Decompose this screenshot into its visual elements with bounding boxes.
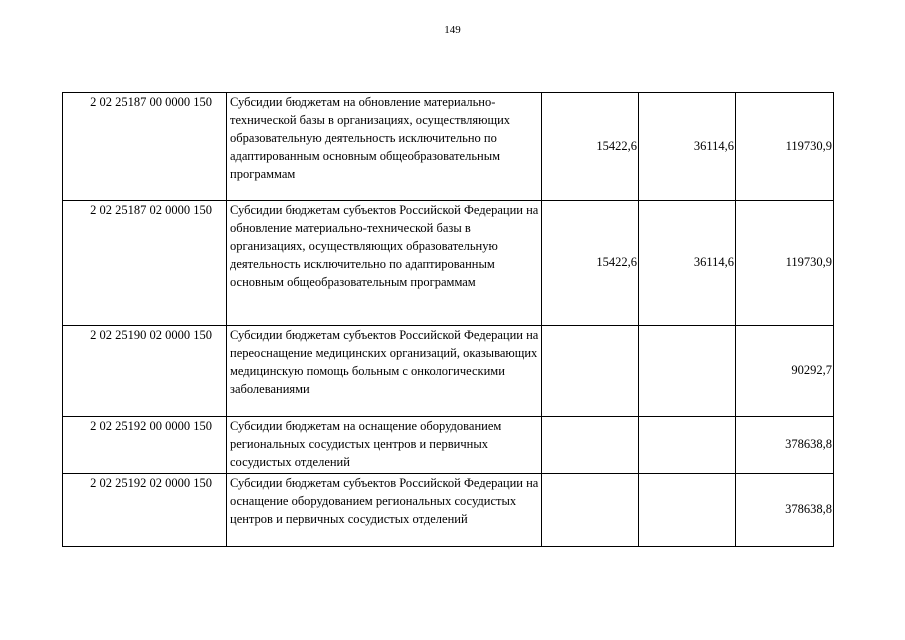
budget-code: 2 02 25187 00 0000 150	[63, 93, 227, 201]
value-cell-2: 36114,6	[639, 93, 736, 201]
value-cell-1	[542, 326, 639, 417]
budget-table	[62, 92, 834, 547]
table-row	[63, 201, 834, 326]
value-cell-3: 119730,9	[736, 201, 834, 326]
item-name: Субсидии бюджетам субъектов Российской Федерации на переоснащение медицинских организаций, оказывающих медицинскую помощь больным с онкологическими заболеваниями	[227, 326, 542, 417]
budget-code: 2 02 25192 00 0000 150	[63, 417, 227, 474]
budget-code: 2 02 25190 02 0000 150	[63, 326, 227, 417]
budget-code: 2 02 25187 02 0000 150	[63, 201, 227, 326]
value-cell-1: 15422,6	[542, 93, 639, 201]
item-name: Субсидии бюджетам субъектов Российской Федерации на обновление материально-технической базы в организациях, осуществляющих образовательную деятельность исключительно по адаптированным основным общеобразовательным программам	[227, 201, 542, 326]
value-cell-3: 378638,8	[736, 474, 834, 547]
value-cell-1	[542, 417, 639, 474]
value-cell-2	[639, 326, 736, 417]
table-row	[63, 93, 834, 201]
item-name: Субсидии бюджетам на оснащение оборудованием региональных сосудистых центров и первичных сосудистых отделений	[227, 417, 542, 474]
item-name: Субсидии бюджетам субъектов Российской Федерации на оснащение оборудованием региональных сосудистых центров и первичных сосудистых отделений	[227, 474, 542, 547]
value-cell-1	[542, 474, 639, 547]
value-cell-3: 119730,9	[736, 93, 834, 201]
value-cell-2	[639, 474, 736, 547]
page-number: 149	[444, 24, 461, 36]
value-cell-2	[639, 417, 736, 474]
value-cell-2: 36114,6	[639, 201, 736, 326]
item-name: Субсидии бюджетам на обновление материально-технической базы в организациях, осуществляющих образовательную деятельность исключительно по адаптированным основным общеобразовательным программам	[227, 93, 542, 201]
table-row	[63, 474, 834, 547]
value-cell-3: 378638,8	[736, 417, 834, 474]
value-cell-3: 90292,7	[736, 326, 834, 417]
table-row	[63, 417, 834, 474]
table-row	[63, 326, 834, 417]
value-cell-1: 15422,6	[542, 201, 639, 326]
budget-code: 2 02 25192 02 0000 150	[63, 474, 227, 547]
